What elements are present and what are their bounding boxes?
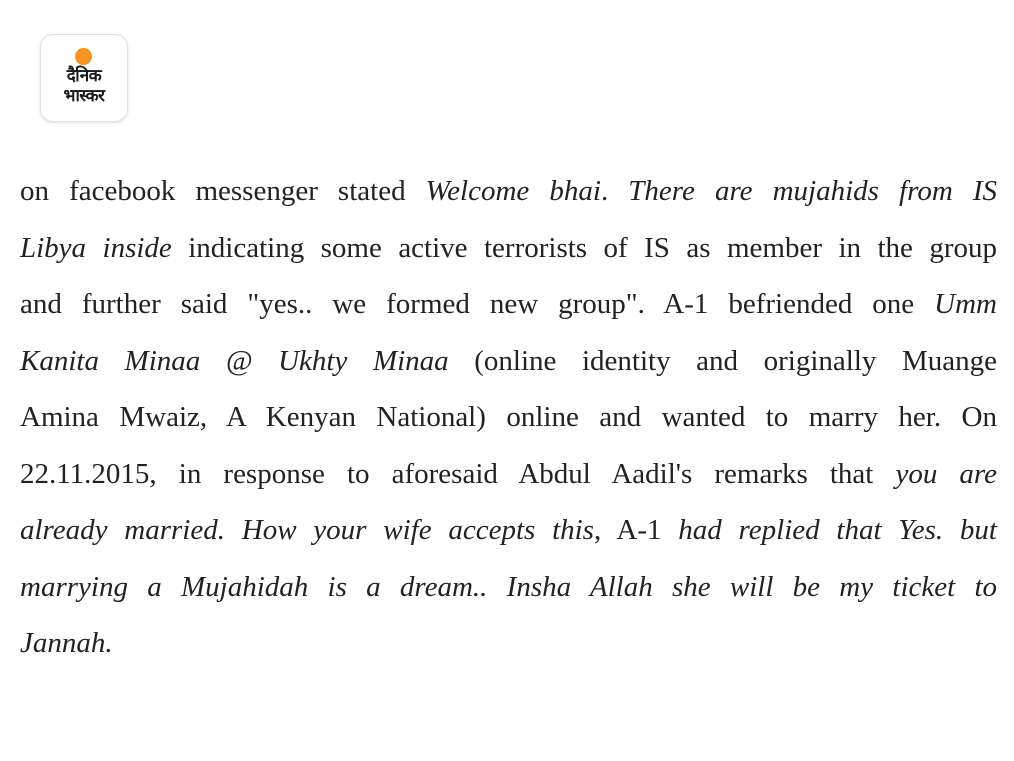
logo-text-line-1: दैनिक xyxy=(66,66,102,86)
dainik-bhaskar-logo xyxy=(41,35,127,121)
text-segment-italic: Umm xyxy=(934,288,997,320)
text-segment-italic: Libya inside xyxy=(20,231,172,264)
text-segment: 22.11.2015, in response to aforesaid Abdul Aadil's remarks that xyxy=(20,457,896,490)
text-segment-italic: already married. How your wife accepts this xyxy=(20,514,594,546)
text-line xyxy=(20,446,997,503)
text-segment: and further said "yes.. we formed new group". A-1 befriended one xyxy=(20,288,935,320)
text-line xyxy=(20,502,997,559)
text-segment: . xyxy=(600,175,629,207)
text-segment: indicating some active terrorists of IS as member in the group xyxy=(171,231,997,264)
document-excerpt xyxy=(20,163,997,672)
sun-dot-icon xyxy=(75,48,92,65)
text-segment-italic: Welcome bhai xyxy=(425,175,601,207)
text-line xyxy=(20,333,997,390)
text-segment-italic: Jannah. xyxy=(20,627,113,659)
text-segment: , A-1 xyxy=(593,514,679,546)
text-line xyxy=(20,559,997,616)
text-segment-italic: you are xyxy=(895,457,997,490)
text-segment: (online identity and originally Muange xyxy=(448,344,997,377)
text-segment-italic: had replied that Yes. but xyxy=(678,514,997,546)
text-segment-italic: Kanita Minaa @ Ukhty Minaa xyxy=(20,344,449,377)
logo-text-line-2: भास्कर xyxy=(63,86,105,106)
text-line xyxy=(20,389,997,446)
text-segment: Amina Mwaiz, A Kenyan National) online and wanted to marry her. On xyxy=(20,401,997,433)
text-segment-italic: marrying a Mujahidah is a dream.. Insha Allah she will be my ticket to xyxy=(20,570,997,603)
text-segment: on facebook messenger stated xyxy=(20,175,426,207)
text-segment-italic: There are mujahids from IS xyxy=(628,175,998,207)
text-line xyxy=(20,615,997,672)
text-line xyxy=(20,163,997,220)
text-line xyxy=(20,220,997,277)
text-line xyxy=(20,276,997,333)
